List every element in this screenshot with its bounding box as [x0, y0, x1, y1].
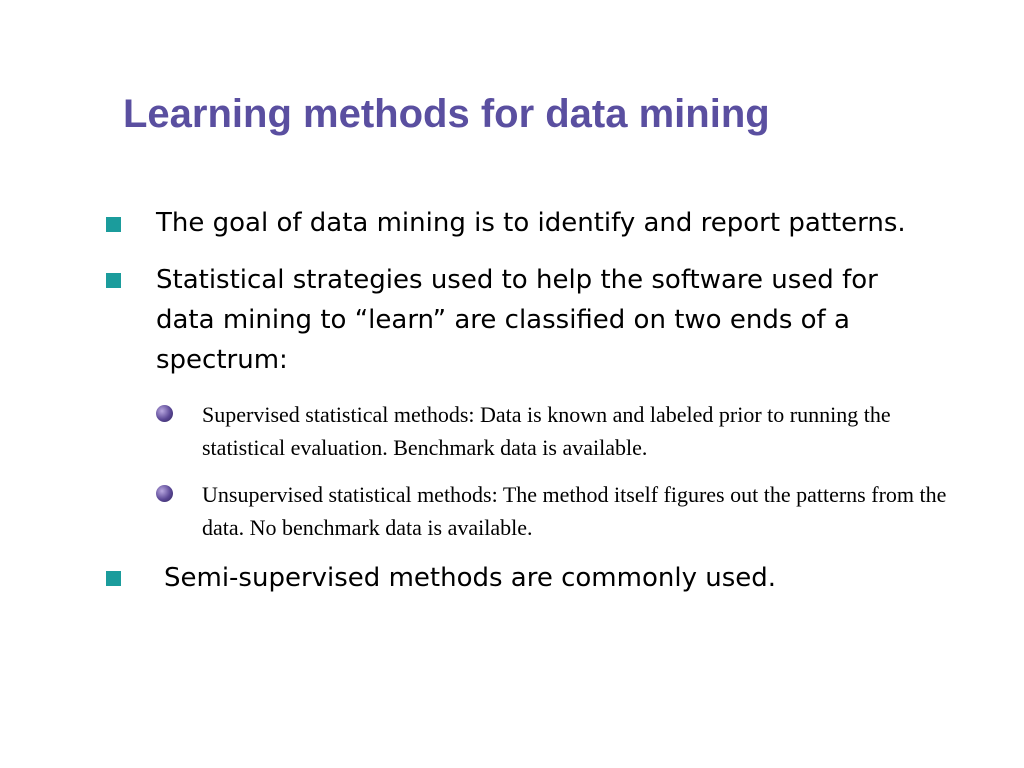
bullet-text: Statistical strategies used to help the software used for data mining to “learn” are classified on two ends of a spectrum: — [156, 265, 878, 375]
square-bullet-icon — [106, 273, 121, 288]
bullet-text: The goal of data mining is to identify and report patterns. — [156, 208, 906, 238]
slide-title: Learning methods for data mining — [123, 92, 770, 136]
square-bullet-icon — [106, 217, 121, 232]
sphere-bullet-icon — [156, 485, 173, 502]
sub-bullet-text: Unsupervised statistical methods: The method itself figures out the patterns from the data. No benchmark data is available. — [202, 482, 947, 540]
bullet-text: Semi-supervised methods are commonly used. — [164, 563, 777, 593]
sub-bullet-text: Supervised statistical methods: Data is known and labeled prior to running the statistical evaluation. Benchmark data is available. — [202, 402, 891, 460]
sphere-bullet-icon — [156, 405, 173, 422]
square-bullet-icon — [106, 571, 121, 586]
